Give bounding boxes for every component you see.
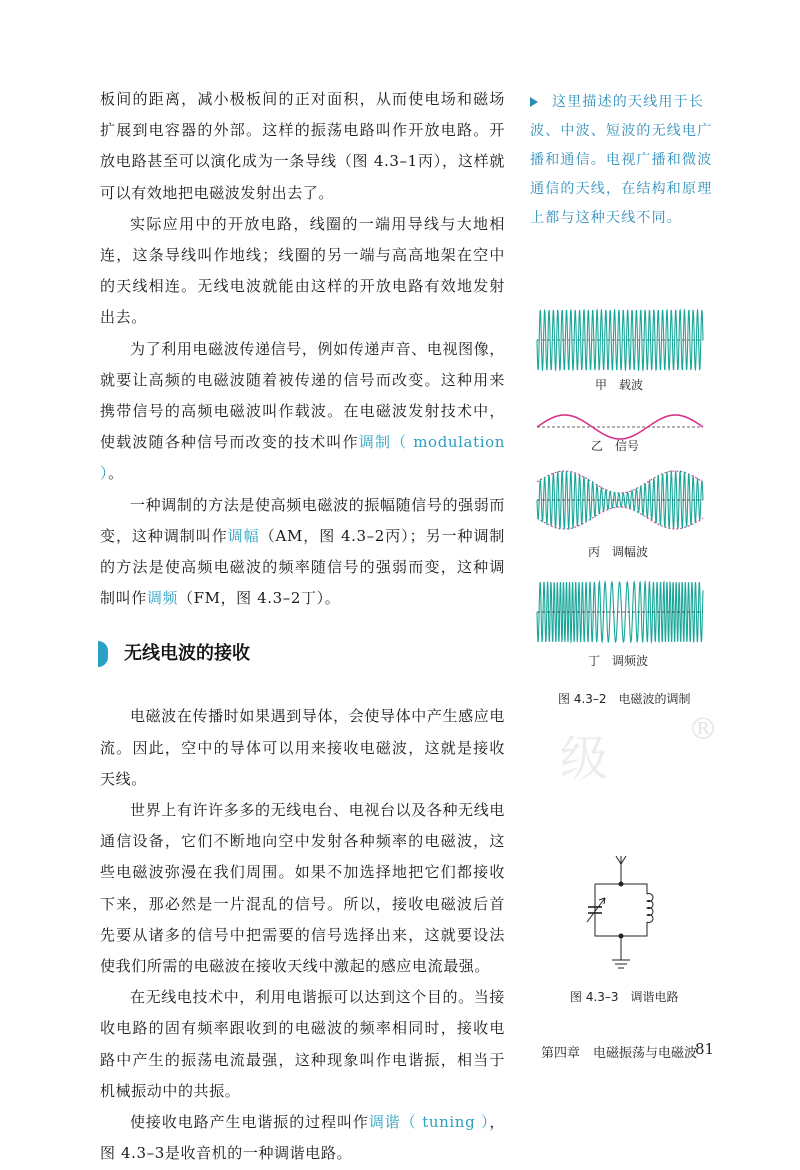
- paragraph-text: 使接收电路产生电谐振的过程叫作: [130, 1113, 369, 1132]
- side-note-text: 这里描述的天线用于长波、中波、短波的无线电广播和通信。电视广播和微波通信的天线，在结构和原理上都与这种天线不同。: [530, 94, 713, 226]
- keyword-modulation-en: （ modulation ）: [100, 433, 506, 483]
- paragraph-text: 世界上有许许多多的无线电台、电视台以及各种无线电通信设备，它们不断地向空中发射各种频率的电磁波，这些电磁波弥漫在我们周围。如果不加选择地把它们都接收下来，那必然是一片混乱的信号。所以，接收电磁波后首先要从诸多的信号中把需要的信号选择出来，这就要设法使我们所需的电磁波在接收天线中激起的感应电流最强。: [100, 801, 505, 976]
- paragraph-text: 。: [108, 464, 124, 483]
- section-marker: [98, 641, 108, 667]
- registered-mark-icon: ®: [688, 712, 718, 747]
- carrier-label: 甲 载波: [595, 378, 644, 392]
- paragraph-tuning: [100, 1107, 505, 1169]
- paragraph-text: 板间的距离，减小极板间的正对面积，从而使电场和磁场扩展到电容器的外部。这样的振荡电路叫作开放电路。开放电路甚至可以演化成为一条导线（图 4.3–1丙），这样就可以有效地把电磁波发射出去了。: [100, 90, 505, 202]
- triangle-bullet-icon: [530, 97, 538, 107]
- paragraph-open-circuit: [100, 84, 505, 209]
- inductor-coil-icon: [647, 894, 653, 923]
- keyword-fm: 调频: [146, 589, 179, 608]
- ground-icon: [612, 936, 630, 968]
- keyword-am: 调幅: [227, 526, 260, 545]
- paragraph-text: 实际应用中的开放电路，线圈的一端用导线与大地相连，这条导线叫作地线；线圈的另一端与高高地架在空中的天线相连。无线电波就能由这样的开放电路有效地发射出去。: [100, 214, 505, 327]
- paragraph-modulation: [100, 334, 505, 490]
- circuit-loop: [595, 884, 647, 936]
- modulation-figure: [535, 300, 705, 680]
- paragraph-text: 一种调制的方法是使高频电磁波的振幅随信号的强弱而变，这种调制叫作: [100, 495, 505, 545]
- paragraph-text: 在无线电技术中，利用电谐振可以达到这个目的。当接收电路的固有频率跟收到的电磁波的频率相同时，接收电路中产生的振荡电流最强，这种现象叫作电谐振，相当于机械振动中的共振。: [100, 988, 505, 1100]
- main-text-column: [100, 84, 505, 1170]
- paragraph-text: 电磁波在传播时如果遇到导体，会使导体中产生感应电流。因此，空中的导体可以用来接收电磁波，这就是接收天线。: [100, 707, 505, 788]
- paragraph-am-fm: [100, 490, 505, 615]
- paragraph-text: （FM，图 4.3–2丁）。: [178, 589, 341, 608]
- page-number: 81: [695, 1040, 715, 1058]
- keyword-tuning: 调谐: [368, 1113, 401, 1132]
- paragraph-text: 为了利用电磁波传递信号，例如传递声音、电视图像，就要让高频的电磁波随着被传递的信号而改变。这种用来携带信号的高频电磁波叫作载波。在电磁波发射技术中，使载波随各种信号而改变的技术叫作: [100, 339, 505, 452]
- side-note: [530, 88, 720, 233]
- keyword-modulation: 调制: [358, 433, 392, 452]
- fm-label: 丁 调频波: [588, 654, 649, 668]
- paragraph-text: ，图 4.3–3是收音机的一种调谐电路。: [100, 1113, 505, 1163]
- figure-caption-4-3-3: 图 4.3–3 调谐电路: [570, 990, 679, 1004]
- tuning-circuit-figure: [585, 852, 665, 978]
- keyword-tuning-en: （ tuning ）: [400, 1113, 490, 1132]
- paragraph-receiving-antenna: [100, 701, 505, 795]
- figure-caption-4-3-2: 图 4.3–2 电磁波的调制: [558, 692, 691, 706]
- am-label: 丙 调幅波: [588, 545, 649, 559]
- paragraph-signal-selection: [100, 795, 505, 982]
- antenna-icon: [616, 856, 626, 884]
- footer-chapter: 第四章 电磁振荡与电磁波: [541, 1046, 698, 1061]
- paragraph-ground-wire: [100, 209, 505, 334]
- paragraph-text: （AM，图 4.3–2丙）；另一种调制的方法是使高频电磁波的频率随信号的强弱而变，这种调制叫作: [100, 526, 505, 608]
- variable-arrow-icon: [587, 898, 605, 922]
- paragraph-resonance: [100, 982, 505, 1107]
- signal-label: 乙 信号: [591, 439, 640, 453]
- section-title: 无线电波的接收: [124, 643, 250, 665]
- section-heading: [100, 641, 505, 667]
- watermark-icon: 级: [560, 731, 609, 787]
